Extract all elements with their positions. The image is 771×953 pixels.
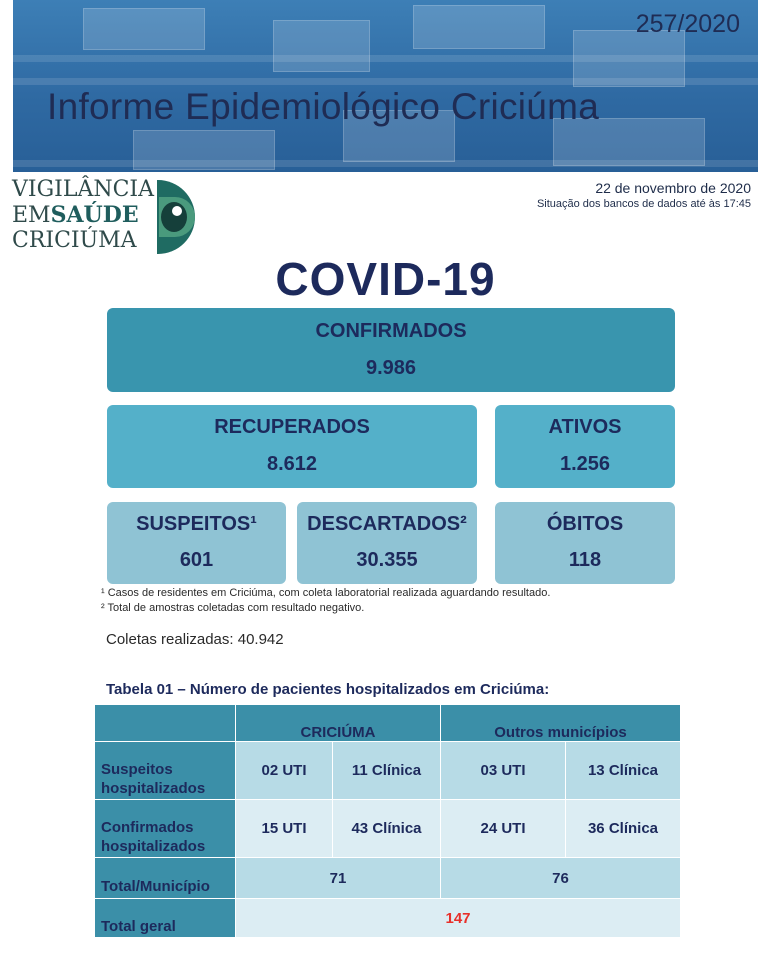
covid-headline: COVID-19 [275,253,496,305]
logo-line-2b: SAÚDE [50,202,139,228]
row-label-suspeitos-2: hospitalizados [101,780,206,797]
total-municipio-criciuma: 71 [236,858,440,898]
logo-line-2 [12,203,139,228]
footnote-2: ² Total de amostras coletadas com resultado negativo. [101,602,365,614]
obitos-box [495,502,675,584]
table-title: Tabela 01 – Número de pacientes hospitalizados em Criciúma: [106,681,550,698]
suspeitos-outros-clinica: 13 Clínica [566,742,680,799]
confirmados-outros-clinica: 36 Clínica [566,800,680,857]
recuperados-value: 8.612 [266,453,318,475]
row-label-total-municipio: Total/Município [95,858,235,898]
row-label-confirmados [95,800,235,857]
eye-icon [157,180,195,254]
suspeitos-criciuma-uti: 02 UTI [236,742,332,799]
obitos-value: 118 [568,549,602,571]
ativos-box [495,405,675,488]
row-label-confirmados-2: hospitalizados [101,838,206,855]
logo-line-3: CRICIÚMA [12,228,137,253]
suspeitos-box [107,502,286,584]
row-label-confirmados-1: Confirmados [101,819,194,836]
suspeitos-value: 601 [179,549,214,571]
recuperados-label: RECUPERADOS [214,416,370,438]
suspeitos-label: SUSPEITOS¹ [136,513,257,535]
recuperados-box [107,405,477,488]
row-label-total-geral: Total geral [95,899,235,937]
page-title: Informe Epidemiológico Criciúma [47,86,600,127]
obitos-label: ÓBITOS [546,513,624,535]
header-criciuma: CRICIÚMA [236,705,440,741]
confirmados-criciuma-clinica: 43 Clínica [333,800,440,857]
table-header-corner [95,705,235,741]
logo-line-1: VIGILÂNCIA [12,177,155,202]
total-municipio-outros: 76 [441,858,680,898]
confirmados-value: 9.986 [365,357,417,379]
descartados-value: 30.355 [356,549,418,571]
descartados-label: DESCARTADOS² [307,513,467,535]
total-geral-value: 147 [236,899,680,937]
confirmados-box [107,308,675,392]
row-label-suspeitos [95,742,235,799]
ativos-value: 1.256 [559,453,611,475]
coletas-realizadas: Coletas realizadas: 40.942 [106,631,284,648]
vigilancia-logo [12,178,202,258]
report-date: 22 de novembro de 2020 [595,180,751,196]
confirmados-outros-uti: 24 UTI [441,800,565,857]
descartados-box [297,502,477,584]
header-banner [13,0,758,172]
suspeitos-outros-uti: 03 UTI [441,742,565,799]
database-situation: Situação dos bancos de dados até às 17:45 [536,198,751,210]
ativos-label: ATIVOS [548,416,622,438]
logo-line-2a: EM [12,203,51,228]
suspeitos-criciuma-clinica: 11 Clínica [333,742,440,799]
header-outros-municipios: Outros municípios [441,705,680,741]
hospitalization-table [95,705,680,937]
row-label-suspeitos-1: Suspeitos [101,761,173,778]
bulletin-number: 257/2020 [635,10,740,38]
footnote-1: ¹ Casos de residentes em Criciúma, com coleta laboratorial realizada aguardando resultado. [101,587,551,599]
confirmados-label: CONFIRMADOS [315,320,467,342]
confirmados-criciuma-uti: 15 UTI [236,800,332,857]
